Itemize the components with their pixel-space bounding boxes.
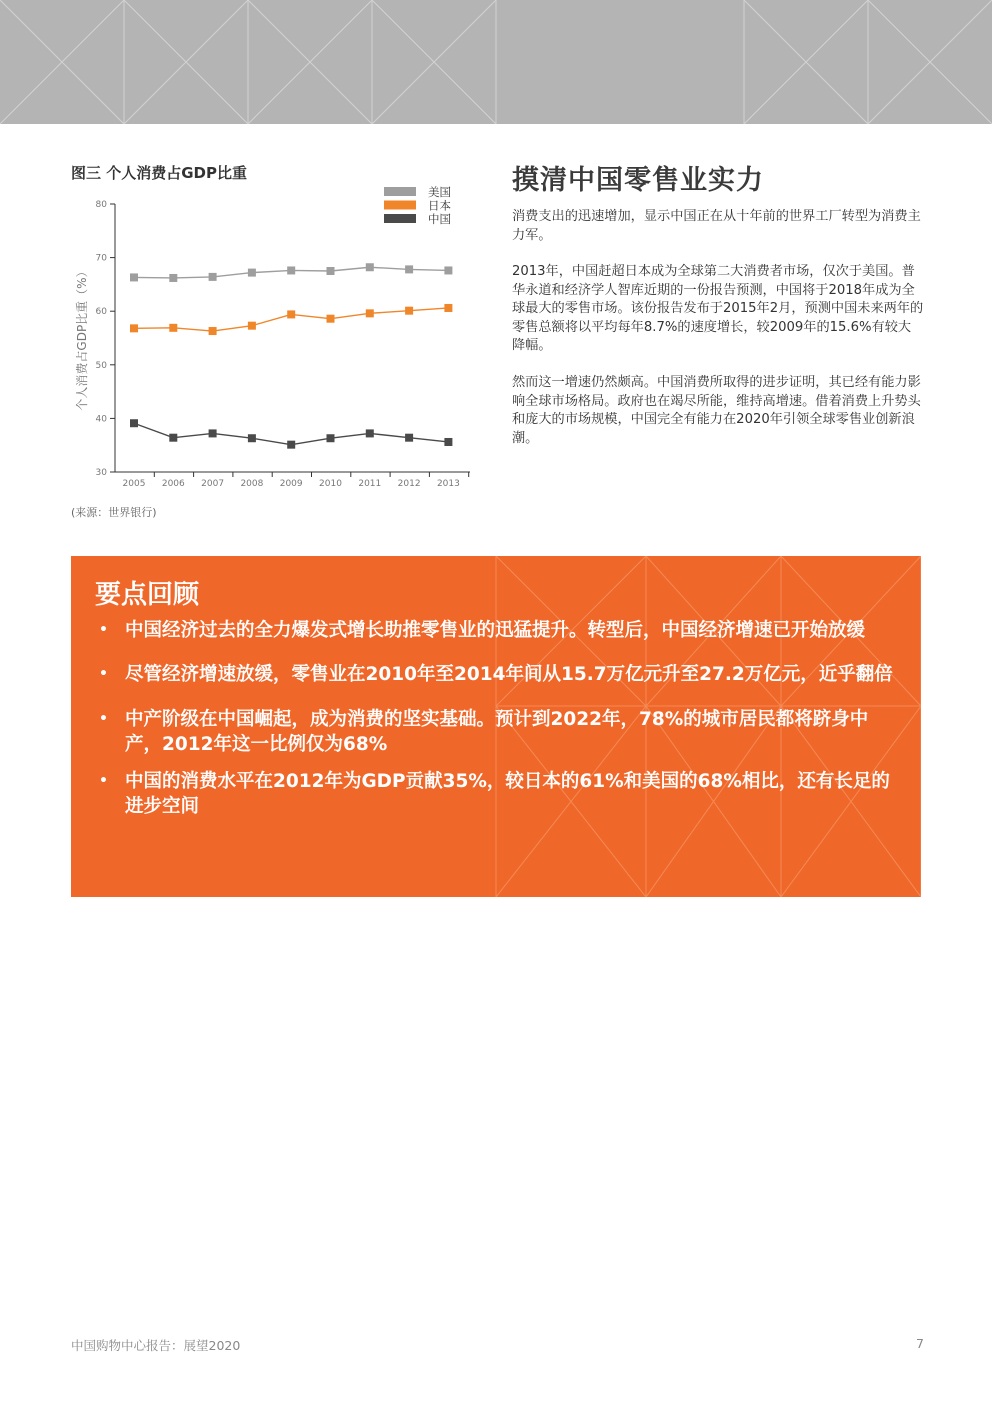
- data-point: [366, 263, 374, 271]
- paragraph-2: 2013年，中国赶超日本成为全球第二大消费者市场，仅次于美国。普华永道和经济学人智库近期的一份报告预测，中国将于2018年成为全球最大的零售市场。该份报告发布于2015年2月，预测中国未来两年的零售总额将以平均每年8.7%的速度增长，较2009年的15.6%有较大降幅。: [512, 264, 924, 353]
- x-tick-label: 2013: [436, 479, 460, 489]
- list-item-text: 中国经济过去的全力爆发式增长助推零售业的迅猛提升。转型后，中国经济增速已开始放缓: [125, 620, 866, 641]
- legend-label: 中国: [428, 212, 451, 226]
- list-item-text: 中产阶级在中国崛起，成为消费的坚实基础。预计到2022年，78%的城市居民都将跻身中产，2012年这一比例仅为68%: [125, 709, 869, 755]
- y-tick-label: 60: [95, 307, 107, 318]
- data-point: [327, 267, 335, 275]
- data-point: [248, 322, 256, 330]
- legend-swatch: [384, 214, 416, 223]
- bullet-icon: •: [99, 711, 108, 727]
- data-point: [287, 441, 295, 449]
- x-tick-label: 2010: [319, 479, 342, 489]
- list-item: [97, 707, 897, 757]
- section-title: 摸清中国零售业实力: [512, 165, 764, 196]
- y-axis-label: 个人消费占GDP比重（%）: [75, 265, 89, 411]
- data-point: [248, 269, 256, 277]
- y-tick-label: 70: [95, 253, 107, 264]
- paragraph-1: 消费支出的迅速增加，显示中国正在从十年前的世界工厂转型为消费主力军。: [512, 209, 921, 243]
- data-point: [366, 309, 374, 317]
- data-point: [287, 310, 295, 318]
- legend-swatch: [384, 187, 416, 196]
- data-point: [287, 266, 295, 274]
- data-point: [405, 265, 413, 273]
- banner-pattern: [0, 0, 992, 124]
- data-point: [444, 438, 452, 446]
- list-item: [97, 769, 897, 819]
- list-item: [97, 662, 897, 687]
- data-point: [209, 273, 217, 281]
- data-point: [209, 327, 217, 335]
- data-point: [444, 304, 452, 312]
- consumption-line-chart: [60, 182, 480, 492]
- data-point: [169, 274, 177, 282]
- data-point: [130, 419, 138, 427]
- x-tick-label: 2005: [122, 479, 146, 489]
- x-tick-label: 2006: [161, 479, 185, 489]
- x-tick-label: 2009: [279, 479, 303, 489]
- legend-label: 日本: [428, 198, 451, 213]
- data-point: [130, 273, 138, 281]
- data-point: [169, 324, 177, 332]
- bullet-icon: •: [99, 773, 108, 789]
- legend-swatch: [384, 201, 416, 210]
- data-point: [248, 434, 256, 442]
- bullet-icon: •: [99, 666, 108, 682]
- y-tick-label: 50: [95, 360, 107, 371]
- highlights-box: [71, 556, 921, 897]
- data-point: [130, 324, 138, 332]
- data-point: [327, 315, 335, 323]
- data-point: [366, 429, 374, 437]
- highlights-title: 要点回顾: [95, 580, 200, 610]
- data-point: [405, 307, 413, 315]
- list-item-text: 中国的消费水平在2012年为GDP贡献35%，较日本的61%和美国的68%相比，还有长足的进步空间: [125, 771, 890, 817]
- figure-source: (来源：世界银行): [71, 506, 157, 519]
- paragraph-3: 然而这一增速仍然颇高。中国消费所取得的进步证明，其已经有能力影响全球市场格局。政府也在竭尽所能，维持高增速。借着消费上升势头和庞大的市场规模，中国完全有能力在2020年引领全球零售业创新浪潮。: [512, 375, 921, 446]
- data-point: [444, 266, 452, 274]
- header-banner: [0, 0, 992, 124]
- x-tick-label: 2008: [240, 479, 264, 489]
- data-point: [405, 434, 413, 442]
- figure-title: 图三 个人消费占GDP比重: [71, 164, 247, 182]
- x-tick-label: 2012: [397, 479, 421, 489]
- data-point: [327, 434, 335, 442]
- y-tick-label: 30: [95, 468, 107, 478]
- y-tick-label: 80: [95, 200, 107, 210]
- legend-label: 美国: [428, 185, 451, 199]
- y-tick-label: 40: [95, 414, 107, 425]
- list-item: [97, 618, 897, 643]
- x-tick-label: 2011: [358, 479, 382, 489]
- bullet-icon: •: [99, 622, 108, 638]
- data-point: [209, 429, 217, 437]
- x-tick-label: 2007: [201, 479, 225, 489]
- list-item-text: 尽管经济增速放缓，零售业在2010年至2014年间从15.7万亿元升至27.2万亿元，近乎翻倍: [125, 664, 893, 685]
- page-number: 7: [916, 1336, 924, 1351]
- footer-report-title: 中国购物中心报告：展望2020: [71, 1338, 241, 1353]
- highlights-list: [97, 618, 897, 819]
- data-point: [169, 434, 177, 442]
